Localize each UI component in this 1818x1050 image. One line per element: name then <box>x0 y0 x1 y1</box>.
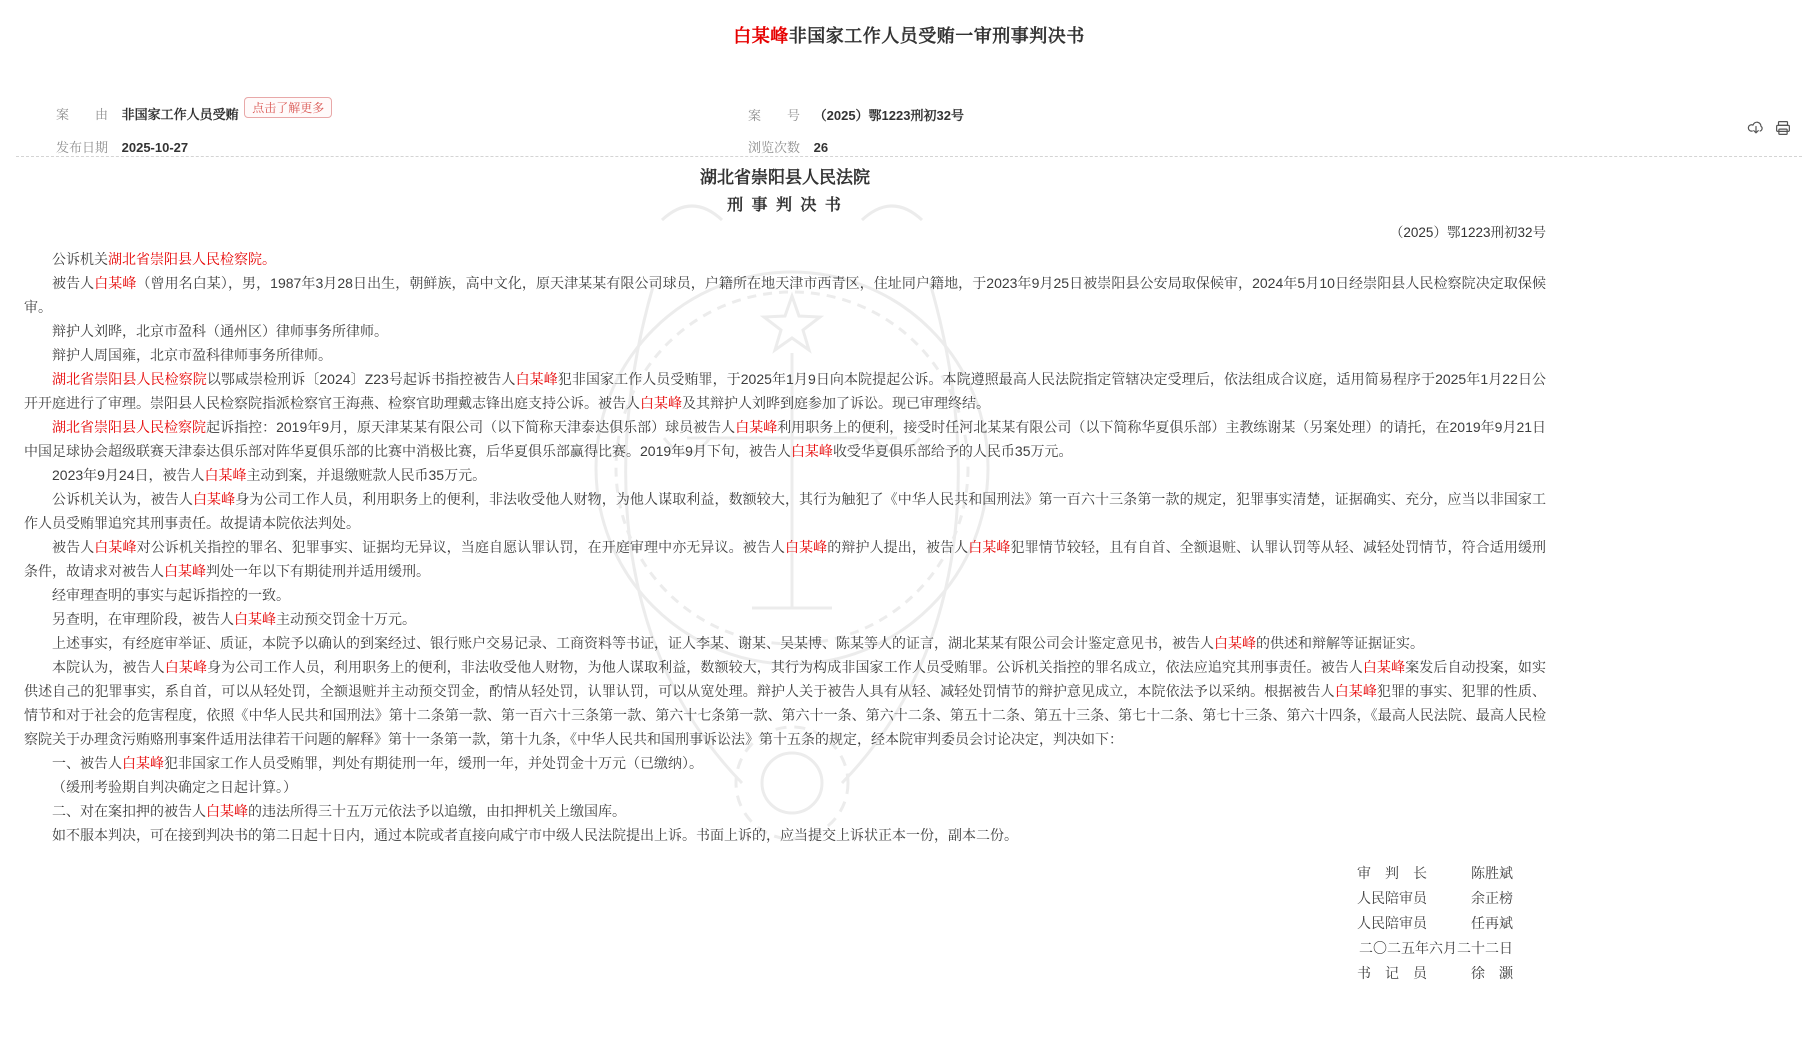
text-run: （缓刑考验期自判决确定之日起计算。） <box>52 779 297 795</box>
judgment-paragraph <box>24 367 1546 415</box>
red-highlight: 白某峰 <box>204 467 247 483</box>
signature-line <box>1357 961 1513 986</box>
signature-role: 人民陪审员 <box>1357 890 1427 906</box>
text-run: 的辩护人提出，被告人 <box>827 539 969 555</box>
text-run: 犯非国家工作人员受贿罪，判处有期徒刑一年，缓刑一年，并处罚金十万元（已缴纳）。 <box>164 755 703 771</box>
red-highlight: 白某峰 <box>206 803 248 819</box>
signature-name: 余正榜 <box>1471 890 1513 906</box>
signature-name: 陈胜斌 <box>1471 865 1513 881</box>
learn-more-badge[interactable]: 点击了解更多 <box>244 97 332 118</box>
text-run: 主动到案，并退缴赃款人民币35万元。 <box>246 467 487 483</box>
publish-date-value: 2025-10-27 <box>121 140 189 155</box>
toolbar <box>1747 119 1792 137</box>
case-reason-row <box>56 101 748 125</box>
text-run: 对公诉机关指控的罪名、犯罪事实、证据均无异议，当庭自愿认罪认罚，在开庭审理中亦无异议。被告人 <box>136 539 785 555</box>
text-run: 及其辩护人刘晔到庭参加了诉讼。现已审理终结。 <box>682 395 990 411</box>
red-highlight: 湖北省崇阳县人民检察院。 <box>108 251 276 267</box>
judgment-paragraph <box>24 271 1546 319</box>
signature-role: 人民陪审员 <box>1357 915 1427 931</box>
text-run: 2023年9月24日，被告人 <box>52 467 205 483</box>
case-number-label: 案 号 <box>748 108 801 123</box>
judgment-paragraph <box>24 487 1546 535</box>
signature-block <box>1357 861 1513 986</box>
text-run: 被告人 <box>52 275 95 291</box>
text-run: 犯非国家工作人员受贿罪，于2025年1月9日向本院提起公诉。本院遵照最高人民法院指定管辖决定受理后，依法组成合议庭，适用简易程序于2025年1月22日公开开庭进行了审理。崇阳县人民检察院指派检察官王海燕、检察官助理戴志锋出庭支持公诉。被告人 <box>24 371 1547 411</box>
signature-role: 审 判 长 <box>1357 865 1427 881</box>
text-run: 以鄂咸崇检刑诉〔2024〕Z23号起诉书指控被告人 <box>206 371 516 387</box>
red-highlight: 白某峰 <box>515 371 558 387</box>
judgment-document <box>24 160 1546 986</box>
signature-line <box>1357 911 1513 936</box>
publish-date-row <box>56 137 748 156</box>
document-type: 刑 事 判 决 书 <box>727 197 843 214</box>
print-icon[interactable] <box>1774 119 1792 137</box>
red-highlight: 白某峰 <box>94 275 137 291</box>
signature-line <box>1357 861 1513 886</box>
text-run: 被告人 <box>52 539 95 555</box>
red-highlight: 白某峰 <box>968 539 1011 555</box>
red-highlight: 白某峰 <box>94 539 137 555</box>
signature-date: 二〇二五年六月二十二日 <box>1359 940 1513 956</box>
judgment-paragraph <box>24 463 1546 487</box>
red-highlight: 白某峰 <box>1334 683 1377 699</box>
text-run: 公诉机关认为，被告人 <box>52 491 193 507</box>
page-title-text: 非国家工作人员受贿一审刑事判决书 <box>788 26 1085 46</box>
red-highlight: 白某峰 <box>735 419 778 435</box>
signature-name: 任再斌 <box>1471 915 1513 931</box>
case-number-row <box>748 105 1598 124</box>
text-run: 经审理查明的事实与起诉指控的一致。 <box>52 587 290 603</box>
page-title <box>0 22 1818 48</box>
document-case-number: （2025）鄂1223刑初32号 <box>1389 225 1546 240</box>
judgment-paragraph <box>24 583 1546 607</box>
red-highlight: 湖北省崇阳县人民检察院 <box>52 371 207 387</box>
red-highlight: 白某峰 <box>790 443 833 459</box>
red-highlight: 湖北省崇阳县人民检察院 <box>52 419 207 435</box>
signature-role: 书 记 员 <box>1357 965 1427 981</box>
case-number-value: （2025）鄂1223刑初32号 <box>813 108 964 123</box>
text-run: 辩护人周国雍，北京市盈科律师事务所律师。 <box>52 347 332 363</box>
text-run: 主动预交罚金十万元。 <box>276 611 416 627</box>
views-label: 浏览次数 <box>748 140 801 155</box>
judgment-paragraph <box>24 607 1546 631</box>
download-icon[interactable] <box>1747 119 1765 137</box>
signature-name: 徐 灏 <box>1471 965 1513 981</box>
red-highlight: 白某峰 <box>122 755 164 771</box>
red-highlight: 白某峰 <box>164 659 208 675</box>
text-run: （曾用名白某），男，1987年3月28日出生，朝鲜族，高中文化，原天津某某有限公司球员，户籍所在地天津市西青区，住址同户籍地，于2023年9月25日被崇阳县公安局取保候审，2024年5月10日经崇阳县人民检察院决定取保候审。 <box>24 275 1546 315</box>
text-run: 犯罪的事实、犯罪的性质、情节和对于社会的危害程度，依照《中华人民共和国刑法》第十二条第一款、第一百六十三条第一款、第六十七条第一款、第六十一条、第六十二条、第五十二条、第五十三条、第七十二条、第七十三条、第六十四条，《最高人民法院、最高人民检察院关于办理贪污贿赂刑事案件适用法律若干问题的解释》第十一条第一款，第十九条，《中华人民共和国刑事诉讼法》第十五条的规定，经本院审判委员会讨论决定，判决如下： <box>24 683 1546 747</box>
text-run: 辩护人刘晔，北京市盈科（通州区）律师事务所律师。 <box>52 323 388 339</box>
meta-panel <box>56 101 1598 156</box>
text-run: 上述事实，有经庭审举证、质证，本院予以确认的到案经过、银行账户交易记录、工商资料等书证，证人李某、谢某、吴某博、陈某等人的证言，湖北某某有限公司会计鉴定意见书，被告人 <box>52 635 1214 651</box>
text-run: 的供述和辩解等证据证实。 <box>1256 635 1424 651</box>
red-highlight: 白某峰 <box>1362 659 1406 675</box>
judgment-paragraph <box>24 247 1546 271</box>
judgment-body <box>24 247 1546 847</box>
red-highlight: 白某峰 <box>234 611 276 627</box>
text-run: 二、对在案扣押的被告人 <box>52 803 206 819</box>
signature-line <box>1357 886 1513 911</box>
page-title-defendant-name: 白某峰 <box>733 26 789 46</box>
red-highlight: 白某峰 <box>1214 635 1256 651</box>
text-run: 如不服本判决，可在接到判决书的第二日起十日内，通过本院或者直接向咸宁市中级人民法院提出上诉。书面上诉的，应当提交上诉状正本一份，副本二份。 <box>52 827 1018 843</box>
judgment-paragraph <box>24 775 1546 799</box>
judgment-paragraph <box>24 535 1546 583</box>
text-run: 判处一年以下有期徒刑并适用缓刑。 <box>206 563 430 579</box>
text-run: 利用职务上的便利，接受时任河北某某有限公司（以下简称华夏俱乐部）主教练谢某（另案处理）的请托，在2019年9月21日中国足球协会超级联赛天津泰达俱乐部对阵华夏俱乐部的比赛中消极比赛，后华夏俱乐部赢得比赛。2019年9月下旬，被告人 <box>24 419 1547 459</box>
judgment-paragraph <box>24 631 1546 655</box>
publish-date-label: 发布日期 <box>56 140 109 155</box>
text-run: 另查明，在审理阶段，被告人 <box>52 611 234 627</box>
red-highlight: 白某峰 <box>640 395 682 411</box>
text-run: 起诉指控：2019年9月，原天津某某有限公司（以下简称天津泰达俱乐部）球员被告人 <box>206 419 736 435</box>
text-run: 案发后自动投案，如实供述自己的犯罪事实，系自首，可以从轻处罚，全额退赃并主动预交罚金，酌情从轻处罚，认罪认罚，可以从宽处理。辩护人关于被告人具有从轻、减轻处罚情节的辩护意见成立，本院依法予以采纳。根据被告人 <box>24 659 1547 699</box>
text-run: 一、被告人 <box>52 755 122 771</box>
text-run: 本院认为，被告人 <box>52 659 165 675</box>
case-reason-label: 案 由 <box>56 107 109 122</box>
judgment-paragraph <box>24 343 1546 367</box>
text-run: 公诉机关 <box>52 251 108 267</box>
text-run: 身为公司工作人员，利用职务上的便利，非法收受他人财物，为他人谋取利益，数额较大，其行为触犯了《中华人民共和国刑法》第一百六十三条第一款的规定，犯罪事实清楚，证据确实、充分，应当以非国家工作人员受贿罪追究其刑事责任。故提请本院依法判处。 <box>24 491 1547 531</box>
divider <box>16 156 1802 157</box>
text-run: 犯罪情节较轻，且有自首、全额退赃、认罪认罚等从轻、减轻处罚情节，符合适用缓刑条件，故请求对被告人 <box>24 539 1547 579</box>
judgment-paragraph <box>24 751 1546 775</box>
judgment-paragraph <box>24 655 1546 751</box>
views-value: 26 <box>813 140 829 155</box>
judgment-paragraph <box>24 799 1546 823</box>
text-run: 收受华夏俱乐部给予的人民币35万元。 <box>832 443 1073 459</box>
judgment-paragraph <box>24 823 1546 847</box>
views-row <box>748 137 1598 156</box>
text-run: 的违法所得三十五万元依法予以追缴，由扣押机关上缴国库。 <box>248 803 626 819</box>
judgment-paragraph <box>24 319 1546 343</box>
red-highlight: 白某峰 <box>164 563 206 579</box>
text-run: 身为公司工作人员，利用职务上的便利，非法收受他人财物，为他人谋取利益，数额较大，其行为构成非国家工作人员受贿罪。公诉机关指控的罪名成立，依法应追究其刑事责任。被告人 <box>207 659 1363 675</box>
case-reason-value: 非国家工作人员受贿 <box>121 107 239 122</box>
red-highlight: 白某峰 <box>784 539 828 555</box>
judgment-paragraph <box>24 415 1546 463</box>
red-highlight: 白某峰 <box>192 491 236 507</box>
court-name: 湖北省崇阳县人民法院 <box>700 168 870 187</box>
